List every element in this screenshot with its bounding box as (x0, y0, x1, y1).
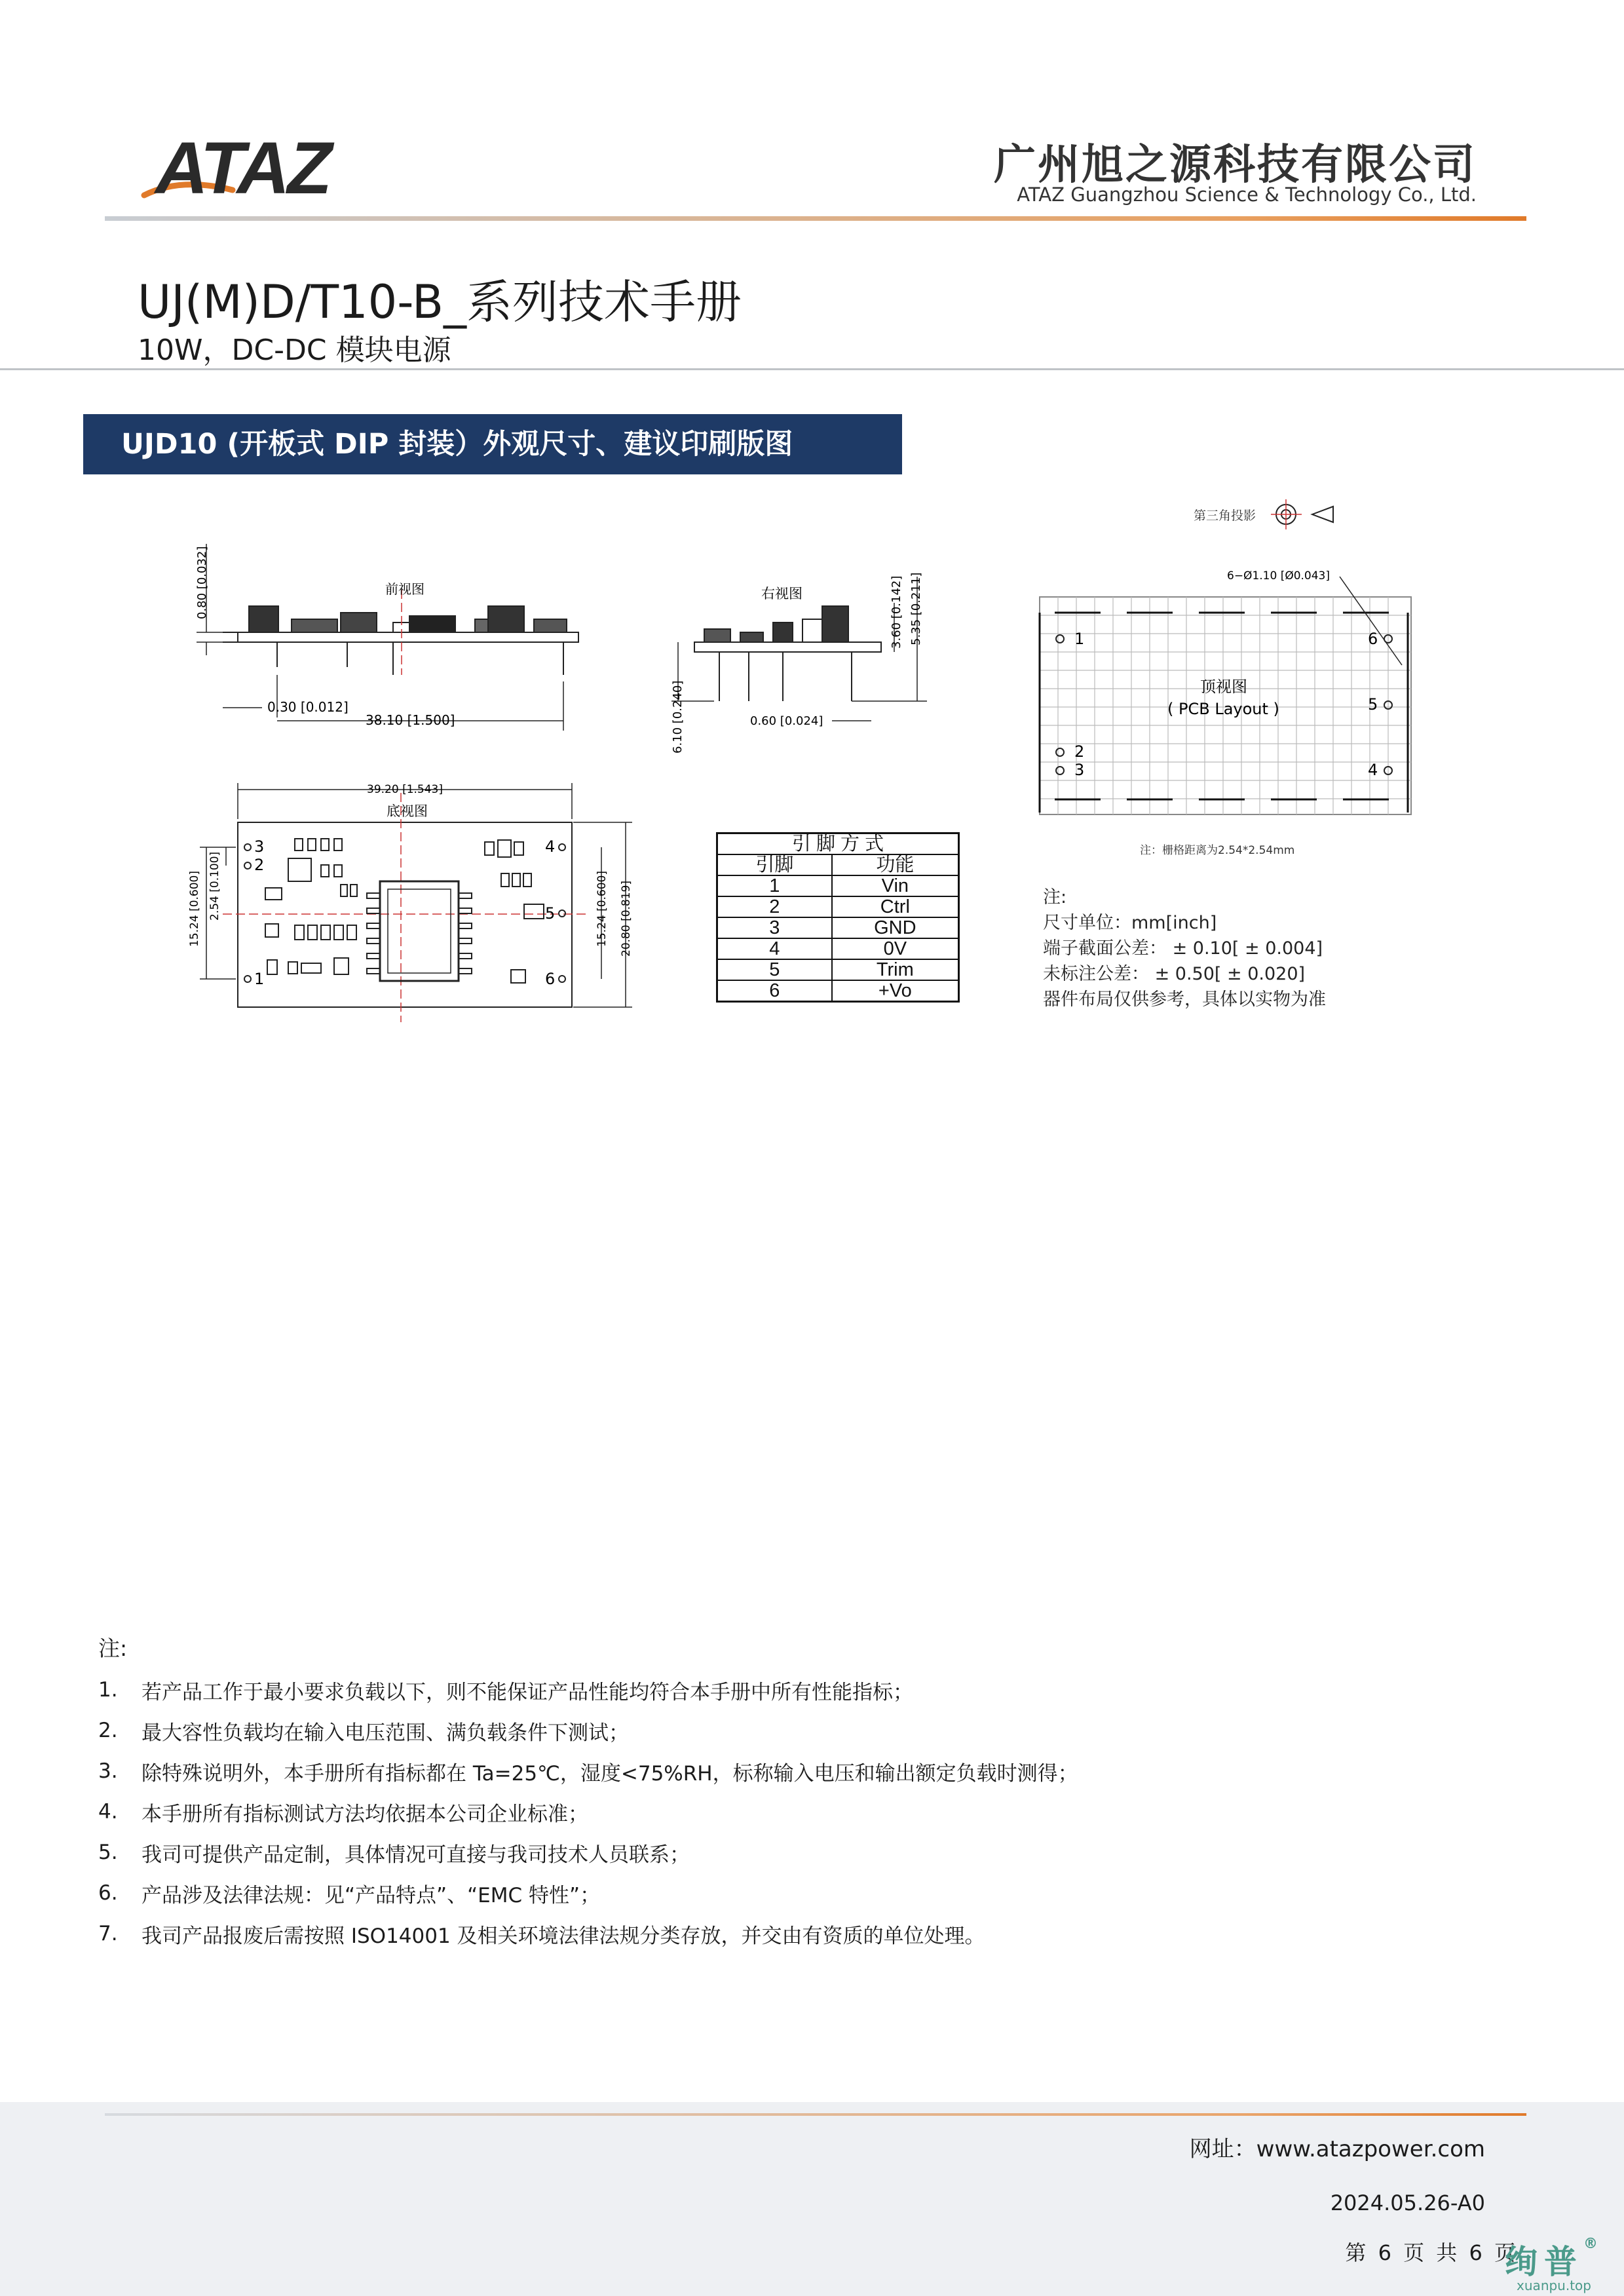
dimension-notes-head: 注: (1043, 887, 1067, 908)
bottom-pin-label: 3 (254, 837, 265, 856)
watermark-text: 绚普 (1505, 2243, 1583, 2281)
hole-dim: 6−Ø1.10 [Ø0.043] (1227, 569, 1331, 583)
table-row (717, 959, 959, 980)
projection-label: 第三角投影 (1194, 508, 1256, 523)
list-item (98, 1791, 1078, 1832)
pin-function: 0V (832, 938, 959, 959)
document-title: UJ(M)D/T10-B_系列技术手册 (138, 275, 742, 329)
bottom-right-dim-a: 15.24 [0.600] (595, 870, 609, 947)
header-divider (105, 216, 1526, 221)
note-text: 除特殊说明外，本手册所有指标都在 Ta=25℃，湿度<75%RH，标称输入电压和输出额定负载时测得； (142, 1761, 1078, 1786)
pin-table-header: 引脚 (717, 854, 832, 875)
dimension-notes (1043, 885, 1326, 1012)
pin-number: 2 (717, 896, 832, 917)
list-item (98, 1670, 1078, 1710)
top-pin-label: 4 (1368, 761, 1378, 779)
list-item (98, 1710, 1078, 1751)
pin-number: 3 (717, 917, 832, 938)
bottom-pin-label: 5 (545, 904, 556, 923)
note-text: 产品涉及法律法规：见“产品特点”、“EMC 特性”； (142, 1883, 601, 1907)
pin-function: GND (832, 917, 959, 938)
note-number: 4. (98, 1800, 118, 1824)
title-divider (0, 368, 1624, 370)
top-pin-label: 3 (1074, 761, 1085, 779)
company-name-cn: 广州旭之源科技有限公司 (994, 141, 1477, 189)
table-row (717, 980, 959, 1002)
section-banner: UJD10 (开板式 DIP 封装）外观尺寸、建议印刷版图 (83, 414, 902, 474)
right-dim-d: 0.60 [0.024] (750, 714, 823, 728)
top-pin-label: 5 (1368, 695, 1378, 714)
pin-table-caption: 引 脚 方 式 (717, 833, 959, 855)
note-text: 若产品工作于最小要求负载以下，则不能保证产品性能均符合本手册中所有性能指标； (142, 1680, 913, 1704)
front-view-title: 前视图 (385, 581, 425, 597)
dimension-unit: 尺寸单位：mm[inch] (1043, 913, 1217, 933)
top-pin-label: 2 (1074, 742, 1085, 761)
table-row (717, 875, 959, 896)
bottom-left-dim-b: 2.54 [0.100] (208, 851, 221, 921)
bottom-right-dim-b: 20.80 [0.819] (620, 880, 633, 957)
watermark-url: xuanpu.top (1517, 2278, 1591, 2293)
bottom-pin-label: 2 (254, 856, 265, 874)
footer-divider (105, 2113, 1526, 2116)
layout-note: 器件布局仅供参考，具体以实物为准 (1043, 989, 1326, 1010)
table-row (717, 917, 959, 938)
bottom-width-dim: 39.20 [1.543] (367, 783, 444, 796)
right-dim-b: 5.35 [0.211] (909, 572, 923, 645)
list-item (98, 1873, 1078, 1913)
note-number: 6. (98, 1881, 118, 1905)
website-link[interactable]: 网址：www.atazpower.com (1189, 2136, 1485, 2162)
pin-function: Vin (832, 875, 959, 896)
note-text: 最大容性负载均在输入电压范围、满负载条件下测试； (142, 1721, 629, 1745)
bottom-left-dim-a: 15.24 [0.600] (188, 870, 201, 947)
grid-note: 注：栅格距离为2.54*2.54mm (1140, 844, 1295, 857)
front-width-dim: 38.10 [1.500] (366, 712, 455, 728)
watermark-logo (1505, 2236, 1598, 2283)
list-item (98, 1913, 1078, 1954)
front-pin-dim: 0.30 [0.012] (267, 699, 349, 715)
right-dim-a: 3.60 [0.142] (890, 575, 903, 649)
front-view-drawing (197, 544, 578, 731)
pin-function: Trim (832, 959, 959, 980)
registered-mark: ® (1583, 2236, 1598, 2252)
ataz-logo (141, 131, 350, 206)
pin-tolerance: 端子截面公差： ± 0.10[ ± 0.004] (1043, 938, 1323, 959)
notes-list (98, 1670, 1078, 1954)
note-number: 1. (98, 1678, 118, 1702)
table-row (717, 896, 959, 917)
top-pin-label: 6 (1368, 630, 1378, 648)
bottom-pin-label: 1 (254, 970, 265, 988)
list-item (98, 1832, 1078, 1873)
list-item (98, 1751, 1078, 1791)
note-text: 我司可提供产品定制，具体情况可直接与我司技术人员联系； (142, 1843, 690, 1867)
general-tolerance: 未标注公差： ± 0.50[ ± 0.020] (1043, 964, 1306, 984)
right-view-title: 右视图 (761, 586, 803, 602)
page-number: 第 6 页 共 6 页 (1345, 2240, 1518, 2265)
document-version-date: 2024.05.26-A0 (1330, 2191, 1485, 2215)
bottom-view-title: 底视图 (387, 803, 428, 819)
top-pin-label: 1 (1074, 630, 1085, 648)
pin-function: Ctrl (832, 896, 959, 917)
top-view-title: 顶视图 (1200, 678, 1247, 696)
pin-number: 4 (717, 938, 832, 959)
notes-heading: 注: (98, 1636, 128, 1661)
document-subtitle: 10W，DC-DC 模块电源 (138, 334, 451, 367)
front-height-dim: 0.80 [0.032] (195, 546, 209, 619)
svg-text:ATAZ: ATAZ (155, 131, 330, 206)
pin-table-header: 功能 (832, 854, 959, 875)
note-text: 本手册所有指标测试方法均依据本公司企业标准； (142, 1802, 588, 1826)
right-dim-c: 6.10 [0.240] (671, 680, 685, 754)
table-row (717, 938, 959, 959)
pin-number: 6 (717, 980, 832, 1002)
third-angle-projection-icon (1271, 499, 1333, 529)
pin-function: +Vo (832, 980, 959, 1002)
note-number: 2. (98, 1719, 118, 1742)
note-number: 5. (98, 1841, 118, 1864)
pin-function-table (716, 832, 960, 1003)
pin-number: 1 (717, 875, 832, 896)
company-name-en: ATAZ Guangzhou Science & Technology Co., Ltd. (1017, 183, 1477, 206)
note-number: 7. (98, 1922, 118, 1945)
bottom-pin-label: 6 (545, 970, 556, 988)
pin-number: 5 (717, 959, 832, 980)
top-view-subtitle: ( PCB Layout ) (1167, 700, 1279, 718)
bottom-pin-label: 4 (545, 837, 556, 856)
note-number: 3. (98, 1759, 118, 1783)
note-text: 我司产品报废后需按照 ISO14001 及相关环境法律法规分类存放，并交由有资质的单位处理。 (142, 1924, 985, 1948)
